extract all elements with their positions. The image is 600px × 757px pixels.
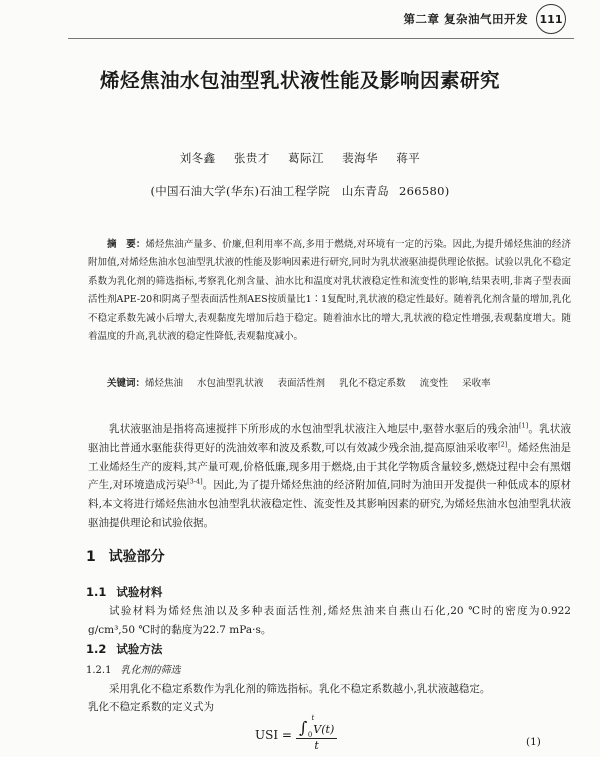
keyword: 烯烃焦油	[145, 378, 184, 389]
intro-text: 。乳状液驱油比普通水驱能获得更好的洗油效率和波及系数,可以有效减少残余油,提高原油采收率	[88, 423, 572, 454]
abstract-text: 烯烃焦油产量多、价廉,但利用率不高,多用于燃烧,对环境有一定的污染。因此,为提升烯烃焦油的经济附加值,对烯烃焦油水包油型乳状液的性能及影响因素进行研究,同时为乳状液驱油提供理论依据。试验以乳化不稳定系数为乳化剂的筛选指标,考察乳化剂含量、油水比和温度对乳状液稳定性和流变性的影响,结果表明,非离子型表面活性剂APE-20和阴离子型表面活性剂AES按质量比1∶1复配时,乳状液的稳定性最好。随着乳化剂含量的增加,乳化不稳定系数先减小后增大,表观黏度先增加后趋于稳定。随着油水比的增大,乳状液的稳定性增强,表观黏度增大。随着温度的升高,乳状液的稳定性降低,表观黏度减小。	[88, 239, 571, 343]
intro-text: 乳状液驱油是指将高速搅拌下所形成的水包油型乳状液注入地层中,驱替水驱后的残余油	[109, 423, 519, 435]
chapter-title: 第二章 复杂油气田开发	[403, 12, 528, 26]
method-paragraph: 乳化不稳定系数的定义式为	[88, 701, 214, 713]
keywords-label: 关键词：	[107, 378, 146, 389]
citation: [1]	[519, 421, 529, 430]
subsection-title: 试验材料	[116, 585, 163, 599]
author: 刘冬鑫	[179, 151, 216, 165]
keywords	[88, 375, 571, 393]
introduction-paragraph	[88, 420, 571, 533]
citation: [2]	[498, 440, 508, 449]
keyword: 水包油型乳状液	[197, 378, 264, 389]
subsection-heading	[86, 584, 162, 600]
section-heading	[86, 546, 165, 566]
affiliation	[0, 183, 600, 199]
materials-paragraph: 试验材料为烯烃焦油以及多种表面活性剂,烯烃焦油来自燕山石化,20 ℃时的密度为0.922 g/cm³,50 ℃时的黏度为22.7 mPa·s。	[88, 605, 571, 636]
intro-text: 。因此,为了提升烯烃焦油的经济附加值,同时为油田开发提供一种低成本的原材料,本文将进行烯烃焦油水包油型乳状液稳定性、流变性及其影响因素的研究,为烯烃焦油水包油型乳状液驱油提供理论和试验依据。	[88, 479, 571, 529]
author: 裴海华	[342, 151, 379, 165]
subsubsection-title: 乳化剂的筛选	[120, 665, 181, 676]
subsection-number: 1.1	[86, 585, 107, 599]
equation-number: (1)	[526, 736, 541, 748]
author: 葛际江	[288, 151, 324, 165]
integral-upper: t	[311, 714, 315, 722]
equation-numerator	[296, 714, 337, 739]
integral-sign: ∫	[298, 718, 308, 737]
keyword: 采收率	[462, 378, 491, 389]
paper-title: 烯烃焦油水包油型乳状液性能及影响因素研究	[99, 69, 500, 92]
keyword: 流变性	[419, 378, 449, 389]
running-header	[403, 4, 566, 34]
author-list	[0, 150, 600, 166]
abstract	[88, 236, 571, 346]
equation-denominator: t	[314, 739, 319, 752]
affiliation-postcode: 266580)	[399, 184, 450, 198]
author: 蒋平	[396, 151, 421, 165]
subsection-number: 1.2	[86, 642, 107, 656]
abstract-label: 摘 要：	[107, 239, 146, 250]
citation: [3-4]	[187, 477, 203, 486]
method-paragraph: 采用乳化不稳定系数作为乳化剂的筛选指标。乳化不稳定系数越小,乳状液越稳定。	[109, 683, 491, 695]
keyword: 乳化不稳定系数	[339, 378, 406, 389]
subsubsection-number: 1.2.1	[86, 665, 112, 676]
equation-fraction	[296, 714, 337, 752]
equation-usi	[255, 714, 337, 752]
section-title: 试验部分	[108, 549, 165, 565]
header-rule	[68, 38, 574, 39]
section-number: 1	[86, 549, 96, 565]
intro-text: 。烯烃焦油是工业烯烃生产的废料,其产量可观,价格低廉,现多用于燃烧,由于其化学物质含量较多,燃烧过程中会有黑烟产生,对环境造成污染	[88, 441, 571, 492]
affiliation-text: (中国石油大学(华东)石油工程学院 山东青岛	[150, 184, 390, 198]
integrand: V(t)	[313, 723, 335, 736]
subsubsection-heading	[86, 661, 181, 676]
equation-lhs: USI =	[255, 728, 292, 742]
subsection-title: 试验方法	[116, 642, 163, 656]
author: 张贵才	[233, 151, 270, 165]
subsection-heading	[86, 641, 162, 657]
keyword: 表面活性剂	[277, 378, 326, 389]
page-number: 111	[536, 4, 566, 34]
integral-lower: 0	[307, 731, 313, 739]
